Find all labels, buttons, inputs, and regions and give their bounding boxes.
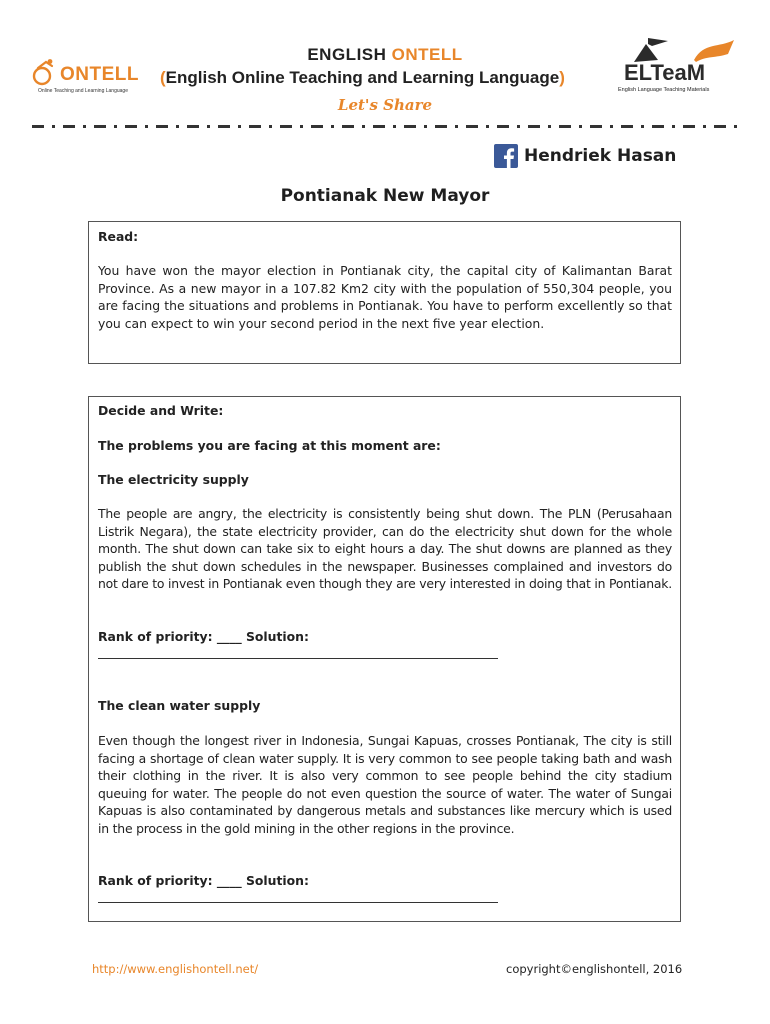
page-title: Pontianak New Mayor <box>280 186 490 206</box>
header-divider <box>32 125 738 128</box>
author-line <box>494 143 676 169</box>
footer-url-link[interactable]: http://www.englishontell.net/ <box>92 962 259 976</box>
solution-answer-line-electricity[interactable] <box>98 658 498 659</box>
author-name: Hendriek Hasan <box>524 146 677 166</box>
solution-answer-line-water[interactable] <box>98 902 498 903</box>
elteam-logo-word: ELTeaM <box>624 60 706 85</box>
elteam-logo <box>618 38 736 100</box>
elteam-logo-tagline: English Language Teaching Materials <box>618 87 710 93</box>
subtitle-text: English Online Teaching and Learning Language <box>165 68 560 87</box>
section-paragraph-electricity: The people are angry, the electricity is consistently being shut down. The PLN (Perusahaan Listrik Negara), the state electricity provider, can do the electricity shut down for the whole month. The shut down can take six to eight hours a day. The shut downs are planned as they publish the shut down schedules in the newspaper. Businesses complained and investors do not dare to invest in Pontianak even though they are very interested in doing that in Pontianak. <box>98 506 672 591</box>
read-heading: Read: <box>98 229 139 244</box>
ontell-logo-tagline: Online Teaching and Learning Language <box>38 88 128 94</box>
rank-priority-label-water: Rank of priority: ____ Solution: <box>98 873 309 888</box>
facebook-icon <box>494 144 518 168</box>
subtitle-open-paren: ( <box>160 68 166 87</box>
footer-copyright: copyright©englishontell, 2016 <box>506 962 683 976</box>
subtitle-close-paren: ) <box>559 68 565 87</box>
read-paragraph: You have won the mayor election in Pontianak city, the capital city of Kalimantan Barat Province. As a new mayor in a 107.82 Km2 city with the population of 550,304 people, you are facing the situations and problems in Pontianak. You have to perform excellently so that you can expect to win your second period in the next five year election. <box>98 263 672 331</box>
problems-intro: The problems you are facing at this moment are: <box>98 438 441 453</box>
section-paragraph-water: Even though the longest river in Indonesia, Sungai Kapuas, crosses Pontianak, The city is still facing a shortage of clean water supply. It is very common to see people taking bath and wash their clothing in the river. It is also very common to see people behind the city stadium queuing for water. The people do not even question the source of water. The water of Sungai Kapuas is also contaminated by dangerous metals and substances like mercury which is used in the process in the gold mining in the other regions in the province. <box>98 733 672 836</box>
ontell-logo-word: ONTELL <box>60 64 139 85</box>
section-title-water: The clean water supply <box>98 698 261 713</box>
decide-heading: Decide and Write: <box>98 403 224 418</box>
lets-share-tagline: Let's Share <box>337 96 433 114</box>
brand-title-part1: ENGLISH <box>307 45 392 64</box>
rank-priority-label-electricity: Rank of priority: ____ Solution: <box>98 629 309 644</box>
brand-title-part2: ONTELL <box>391 45 463 64</box>
section-title-electricity: The electricity supply <box>98 472 249 487</box>
brand-subtitle <box>160 68 565 88</box>
